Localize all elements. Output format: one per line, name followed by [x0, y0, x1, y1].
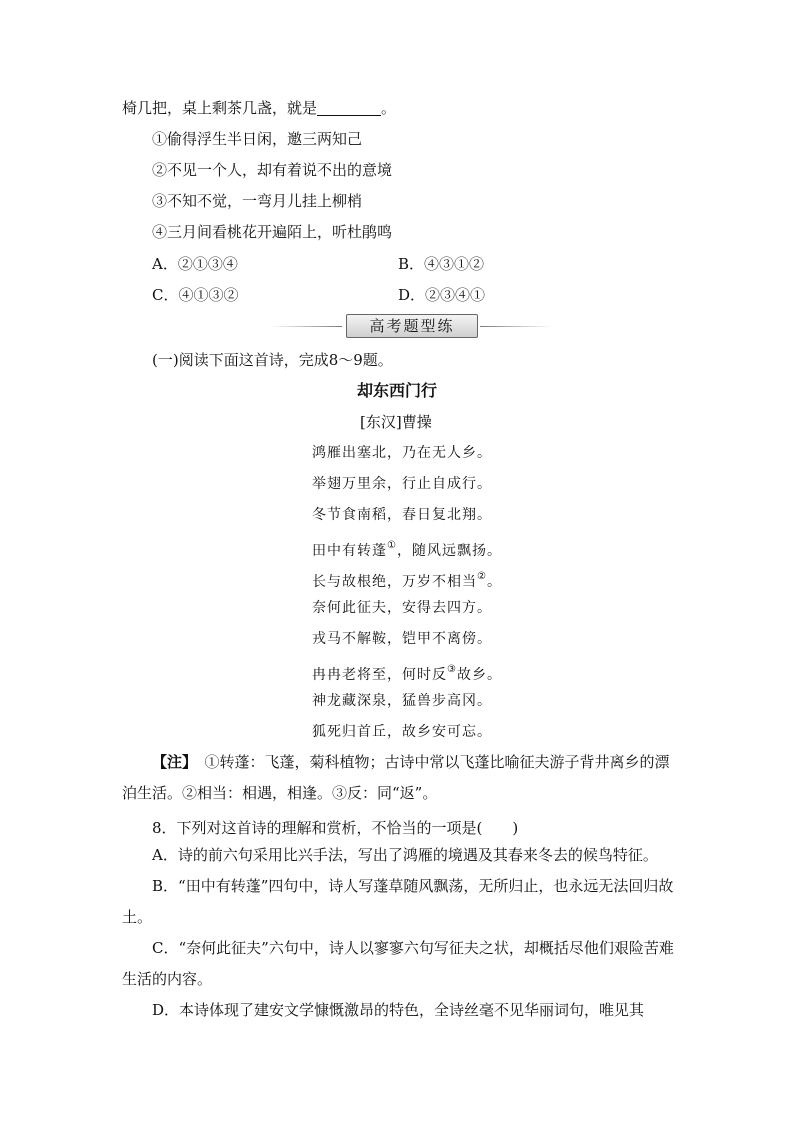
- option-d: D．②③④①: [398, 286, 486, 304]
- question-8-option-b: B．“田中有转蓬”四句中，诗人写蓬草随风飘荡，无所归止，也永远无法回归故土。: [122, 877, 674, 926]
- answer-blank: [317, 101, 381, 116]
- sentence-item-4: ④三月间看桃花开遍陌上，听杜鹃鸣: [152, 223, 393, 241]
- banner-rule-left: [270, 326, 342, 327]
- poem-line: 冬节食南稻，春日复北翔。: [312, 507, 492, 523]
- poem-line: [312, 567, 502, 592]
- poem-line: 神龙藏深泉，猛兽步高冈。: [312, 693, 492, 709]
- poem-line: 鸿雁出塞北，乃在无人乡。: [312, 445, 492, 461]
- passage-continuation: [122, 98, 396, 118]
- section-banner: [270, 314, 552, 338]
- option-b: B．④③①②: [398, 255, 485, 273]
- continuation-end: 。: [381, 99, 397, 117]
- poem-note: [122, 747, 674, 809]
- sentence-item-1: ①偷得浮生半日闲，邀三两知己: [152, 130, 363, 148]
- note-label: 【注】: [152, 753, 190, 771]
- question-8-option-a: A．诗的前六句采用比兴手法，写出了鸿雁的境遇及其春来冬去的候鸟特征。: [152, 846, 658, 864]
- poem-line-text: ，随风远飘扬。: [396, 543, 502, 559]
- question-8-option-d: D．本诗体现了建安文学慷慨激昂的特色，全诗丝毫不见华丽词句，唯见其: [152, 1001, 645, 1019]
- poem-line-text: 冉冉老将至，何时反: [312, 667, 447, 683]
- poem-line: [312, 536, 502, 561]
- poem-author: [东汉]曹操: [360, 413, 432, 431]
- poem-line: 举翅万里余，行止自成行。: [312, 476, 492, 492]
- section-banner-label: 高考题型练: [346, 314, 478, 338]
- banner-rule-right: [480, 326, 552, 327]
- question-8-stem: 8．下列对这首诗的理解和赏析，不恰当的一项是( ): [152, 819, 519, 837]
- question-8-option-c: C．“奈何此征夫”六句中，诗人以寥寥六句写征夫之状，却概括尽他们艰险苦难生活的内容。: [122, 939, 674, 988]
- option-c: C．④①③②: [152, 286, 239, 304]
- continuation-text: 椅几把，桌上剩茶几盏，就是: [122, 99, 318, 117]
- poem-line: [312, 660, 502, 685]
- poem-line: 狐死归首丘，故乡安可忘。: [312, 724, 492, 740]
- sentence-item-2: ②不见一个人，却有着说不出的意境: [152, 161, 393, 179]
- poem-line-text: 长与故根绝，万岁不相当: [312, 574, 477, 590]
- poem-line: 戎马不解鞍，铠甲不离傍。: [312, 631, 492, 647]
- note-text: ①转蓬：飞蓬，菊科植物；古诗中常以飞蓬比喻征夫游子背井离乡的漂泊生活。②相当：相遇，相逢。③反：同“返”。: [122, 753, 670, 802]
- poem-line: 奈何此征夫，安得去四方。: [312, 600, 492, 616]
- option-a: A．②①③④: [152, 255, 238, 273]
- footnote-mark: ①: [387, 540, 397, 551]
- poem-line-text: 。: [486, 574, 502, 590]
- footnote-mark: ③: [447, 664, 457, 675]
- poem-line-text: 故乡。: [456, 667, 502, 683]
- poem-line-text: 田中有转蓬: [312, 543, 387, 559]
- poem-title: 却东西门行: [357, 381, 438, 400]
- sentence-item-3: ③不知不觉，一弯月儿挂上柳梢: [152, 192, 363, 210]
- footnote-mark: ②: [477, 571, 487, 582]
- reading-intro: (一)阅读下面这首诗，完成8～9题。: [152, 351, 393, 369]
